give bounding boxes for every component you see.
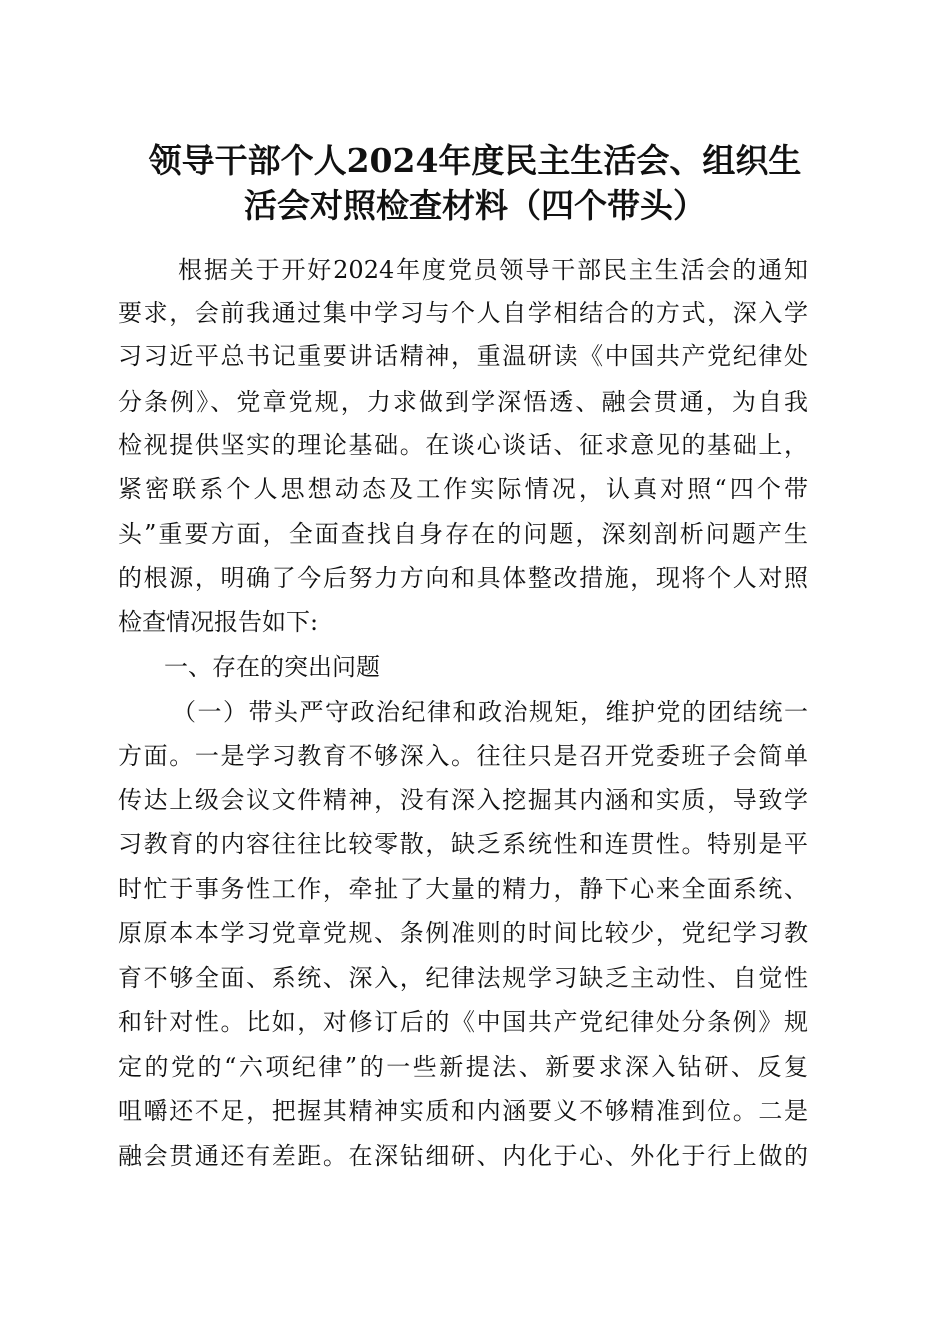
paragraph-line: 时忙于事务性工作，牵扯了大量的精力，静下心来全面系统、 xyxy=(118,875,808,903)
paragraph-line: 传达上级会议文件精神，没有深入挖掘其内涵和实质，导致学 xyxy=(118,786,808,814)
paragraph-line: 习教育的内容往往比较零散，缺乏系统性和连贯性。特别是平 xyxy=(118,830,808,858)
paragraph-line: 分条例》、党章党规，力求做到学深悟透、融会贯通，为自我 xyxy=(118,388,808,416)
document-title-line-1: 领导干部个人2024年度民主生活会、组织生 xyxy=(148,141,802,180)
paragraph-line: 定的党的“六项纪律”的一些新提法、新要求深入钻研、反复 xyxy=(118,1053,808,1081)
paragraph-line: 咀嚼还不足，把握其精神实质和内涵要义不够精准到位。二是 xyxy=(118,1097,808,1125)
paragraph-line: 原原本本学习党章党规、条例准则的时间比较少，党纪学习教 xyxy=(118,919,808,947)
paragraph-line: 和针对性。比如，对修订后的《中国共产党纪律处分条例》规 xyxy=(118,1008,808,1036)
paragraph-line: 方面。一是学习教育不够深入。往往只是召开党委班子会简单 xyxy=(118,742,808,770)
paragraph-line: 紧密联系个人思想动态及工作实际情况，认真对照“四个带 xyxy=(118,475,808,503)
paragraph-line: 根据关于开好2024年度党员领导干部民主生活会的通知 xyxy=(178,256,808,284)
paragraph-line: 头”重要方面，全面查找自身存在的问题，深刻剖析问题产生 xyxy=(118,520,808,548)
document-title-line-2: 活会对照检查材料（四个带头） xyxy=(244,186,706,225)
section-heading: 一、存在的突出问题 xyxy=(164,653,380,681)
paragraph-line: 检查情况报告如下: xyxy=(118,608,319,636)
paragraph-line: 的根源，明确了今后努力方向和具体整改措施，现将个人对照 xyxy=(118,564,808,592)
paragraph-line: 育不够全面、系统、深入，纪律法规学习缺乏主动性、自觉性 xyxy=(118,964,808,992)
subsection-first-line: （一）带头严守政治纪律和政治规矩，维护党的团结统一 xyxy=(172,698,808,726)
paragraph-line: 检视提供坚实的理论基础。在谈心谈话、征求意见的基础上， xyxy=(118,431,808,459)
paragraph-line: 要求，会前我通过集中学习与个人自学相结合的方式，深入学 xyxy=(118,299,808,327)
paragraph-line: 融会贯通还有差距。在深钻细研、内化于心、外化于行上做的 xyxy=(118,1142,808,1170)
paragraph-line: 习习近平总书记重要讲话精神，重温研读《中国共产党纪律处 xyxy=(118,342,808,370)
